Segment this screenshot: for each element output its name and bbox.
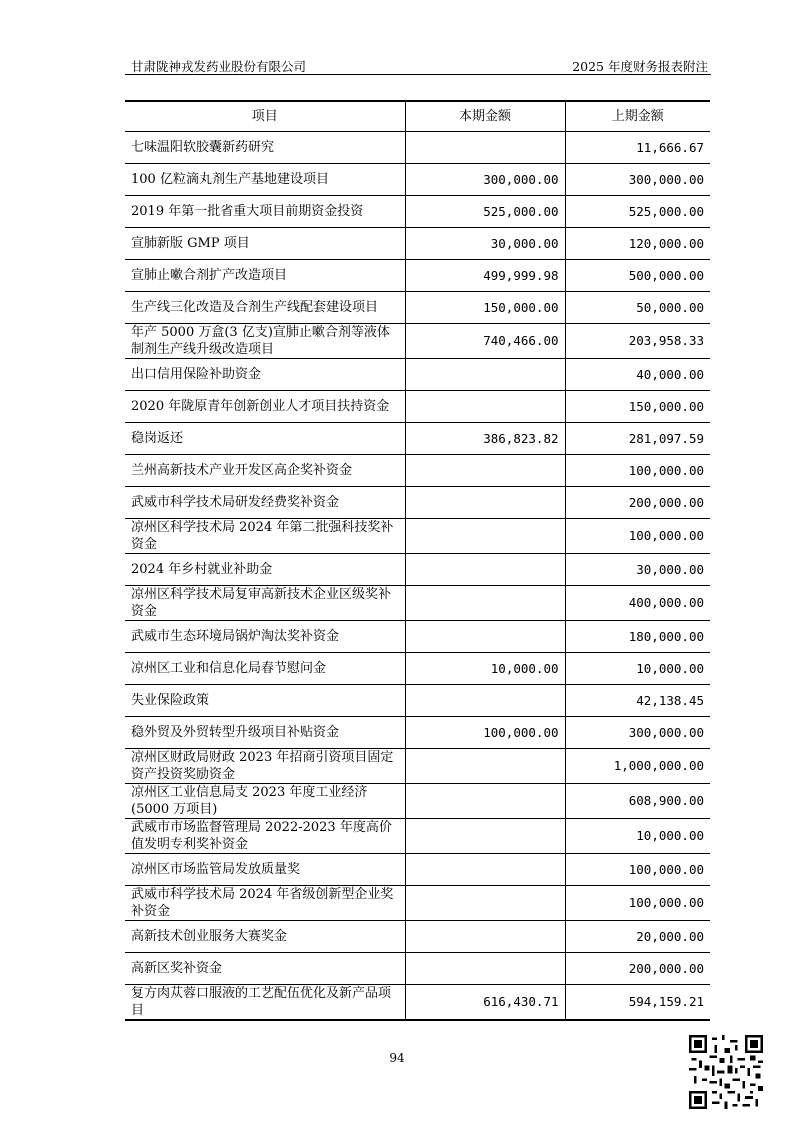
table-row bbox=[125, 486, 710, 518]
table-row bbox=[125, 620, 710, 652]
cell-current-amount: 499,999.98 bbox=[405, 259, 565, 291]
cell-prior-amount: 1,000,000.00 bbox=[565, 748, 710, 783]
cell-prior-amount: 203,958.33 bbox=[565, 323, 710, 358]
column-header-current-amount: 本期金额 bbox=[405, 101, 565, 131]
cell-prior-amount: 100,000.00 bbox=[565, 885, 710, 920]
cell-prior-amount: 594,159.21 bbox=[565, 984, 710, 1020]
cell-item-name: 武威市市场监督管理局 2022-2023 年度高价值发明专利奖补资金 bbox=[125, 818, 405, 853]
cell-item-name: 2019 年第一批省重大项目前期资金投资 bbox=[125, 195, 405, 227]
cell-current-amount bbox=[405, 131, 565, 163]
table-row bbox=[125, 422, 710, 454]
cell-item-name: 凉州区工业和信息化局春节慰问金 bbox=[125, 652, 405, 684]
company-name: 甘肃陇神戎发药业股份有限公司 bbox=[131, 59, 307, 74]
qr-code-icon bbox=[689, 1035, 763, 1109]
cell-prior-amount: 100,000.00 bbox=[565, 518, 710, 553]
cell-prior-amount: 10,000.00 bbox=[565, 652, 710, 684]
table-row bbox=[125, 390, 710, 422]
cell-item-name: 七味温阳软胶囊新药研究 bbox=[125, 131, 405, 163]
page-number: 94 bbox=[389, 1051, 405, 1065]
table-row bbox=[125, 227, 710, 259]
cell-current-amount bbox=[405, 585, 565, 620]
cell-item-name: 100 亿粒滴丸剂生产基地建设项目 bbox=[125, 163, 405, 195]
cell-prior-amount: 10,000.00 bbox=[565, 818, 710, 853]
cell-prior-amount: 20,000.00 bbox=[565, 920, 710, 952]
table-row bbox=[125, 518, 710, 553]
cell-current-amount bbox=[405, 518, 565, 553]
cell-current-amount bbox=[405, 620, 565, 652]
cell-item-name: 凉州区科学技术局复审高新技术企业区级奖补资金 bbox=[125, 585, 405, 620]
cell-prior-amount: 300,000.00 bbox=[565, 163, 710, 195]
table-body bbox=[125, 131, 710, 1020]
cell-prior-amount: 525,000.00 bbox=[565, 195, 710, 227]
cell-current-amount bbox=[405, 358, 565, 390]
cell-current-amount bbox=[405, 454, 565, 486]
cell-item-name: 凉州区科学技术局 2024 年第二批强科技奖补资金 bbox=[125, 518, 405, 553]
table-row bbox=[125, 716, 710, 748]
cell-current-amount: 150,000.00 bbox=[405, 291, 565, 323]
cell-prior-amount: 608,900.00 bbox=[565, 783, 710, 818]
cell-item-name: 武威市科学技术局研发经费奖补资金 bbox=[125, 486, 405, 518]
cell-prior-amount: 30,000.00 bbox=[565, 553, 710, 585]
table-row bbox=[125, 984, 710, 1020]
table-row bbox=[125, 818, 710, 853]
table-row bbox=[125, 323, 710, 358]
table-header-row bbox=[125, 101, 710, 131]
cell-current-amount bbox=[405, 748, 565, 783]
cell-item-name: 复方肉苁蓉口服液的工艺配伍优化及新产品项目 bbox=[125, 984, 405, 1020]
cell-current-amount bbox=[405, 920, 565, 952]
column-header-item: 项目 bbox=[125, 101, 405, 131]
cell-current-amount bbox=[405, 818, 565, 853]
cell-item-name: 2024 年乡村就业补助金 bbox=[125, 553, 405, 585]
cell-item-name: 宣肺新版 GMP 项目 bbox=[125, 227, 405, 259]
cell-item-name: 年产 5000 万盒(3 亿支)宣肺止嗽合剂等液体制剂生产线升级改造项目 bbox=[125, 323, 405, 358]
table-row bbox=[125, 131, 710, 163]
table-row bbox=[125, 853, 710, 885]
cell-current-amount: 616,430.71 bbox=[405, 984, 565, 1020]
cell-current-amount bbox=[405, 553, 565, 585]
cell-prior-amount: 42,138.45 bbox=[565, 684, 710, 716]
table-row bbox=[125, 920, 710, 952]
table-row bbox=[125, 885, 710, 920]
table-row bbox=[125, 259, 710, 291]
cell-current-amount bbox=[405, 952, 565, 984]
cell-item-name: 2020 年陇原青年创新创业人才项目扶持资金 bbox=[125, 390, 405, 422]
cell-prior-amount: 500,000.00 bbox=[565, 259, 710, 291]
government-grant-table bbox=[125, 100, 710, 1021]
report-title: 2025 年度财务报表附注 bbox=[572, 59, 708, 74]
cell-item-name: 生产线三化改造及合剂生产线配套建设项目 bbox=[125, 291, 405, 323]
cell-prior-amount: 200,000.00 bbox=[565, 486, 710, 518]
cell-current-amount bbox=[405, 853, 565, 885]
cell-prior-amount: 150,000.00 bbox=[565, 390, 710, 422]
cell-prior-amount: 180,000.00 bbox=[565, 620, 710, 652]
table-row bbox=[125, 783, 710, 818]
table-row bbox=[125, 952, 710, 984]
table-row bbox=[125, 684, 710, 716]
cell-item-name: 兰州高新技术产业开发区高企奖补资金 bbox=[125, 454, 405, 486]
cell-current-amount bbox=[405, 390, 565, 422]
header-divider bbox=[125, 74, 711, 75]
cell-prior-amount: 400,000.00 bbox=[565, 585, 710, 620]
cell-current-amount: 30,000.00 bbox=[405, 227, 565, 259]
cell-current-amount bbox=[405, 684, 565, 716]
cell-current-amount: 100,000.00 bbox=[405, 716, 565, 748]
table-row bbox=[125, 163, 710, 195]
column-header-prior-amount: 上期金额 bbox=[565, 101, 710, 131]
cell-current-amount bbox=[405, 486, 565, 518]
cell-item-name: 高新区奖补资金 bbox=[125, 952, 405, 984]
cell-current-amount: 10,000.00 bbox=[405, 652, 565, 684]
cell-prior-amount: 100,000.00 bbox=[565, 454, 710, 486]
table-row bbox=[125, 358, 710, 390]
cell-current-amount: 740,466.00 bbox=[405, 323, 565, 358]
cell-item-name: 高新技术创业服务大赛奖金 bbox=[125, 920, 405, 952]
cell-prior-amount: 100,000.00 bbox=[565, 853, 710, 885]
cell-item-name: 出口信用保险补助资金 bbox=[125, 358, 405, 390]
cell-item-name: 稳岗返还 bbox=[125, 422, 405, 454]
table-row bbox=[125, 652, 710, 684]
cell-item-name: 失业保险政策 bbox=[125, 684, 405, 716]
cell-prior-amount: 11,666.67 bbox=[565, 131, 710, 163]
cell-current-amount bbox=[405, 885, 565, 920]
cell-prior-amount: 281,097.59 bbox=[565, 422, 710, 454]
cell-current-amount: 300,000.00 bbox=[405, 163, 565, 195]
table-row bbox=[125, 291, 710, 323]
cell-item-name: 凉州区工业信息局支 2023 年度工业经济(5000 万项目) bbox=[125, 783, 405, 818]
cell-prior-amount: 300,000.00 bbox=[565, 716, 710, 748]
cell-item-name: 宣肺止嗽合剂扩产改造项目 bbox=[125, 259, 405, 291]
cell-prior-amount: 50,000.00 bbox=[565, 291, 710, 323]
cell-current-amount: 525,000.00 bbox=[405, 195, 565, 227]
cell-item-name: 武威市科学技术局 2024 年省级创新型企业奖补资金 bbox=[125, 885, 405, 920]
cell-current-amount: 386,823.82 bbox=[405, 422, 565, 454]
table-row bbox=[125, 454, 710, 486]
cell-prior-amount: 40,000.00 bbox=[565, 358, 710, 390]
cell-prior-amount: 120,000.00 bbox=[565, 227, 710, 259]
cell-current-amount bbox=[405, 783, 565, 818]
cell-prior-amount: 200,000.00 bbox=[565, 952, 710, 984]
table-row bbox=[125, 553, 710, 585]
cell-item-name: 凉州区市场监管局发放质量奖 bbox=[125, 853, 405, 885]
table-row bbox=[125, 748, 710, 783]
cell-item-name: 武威市生态环境局锅炉淘汰奖补资金 bbox=[125, 620, 405, 652]
cell-item-name: 凉州区财政局财政 2023 年招商引资项目固定资产投资奖励资金 bbox=[125, 748, 405, 783]
table-row bbox=[125, 585, 710, 620]
table-row bbox=[125, 195, 710, 227]
cell-item-name: 稳外贸及外贸转型升级项目补贴资金 bbox=[125, 716, 405, 748]
